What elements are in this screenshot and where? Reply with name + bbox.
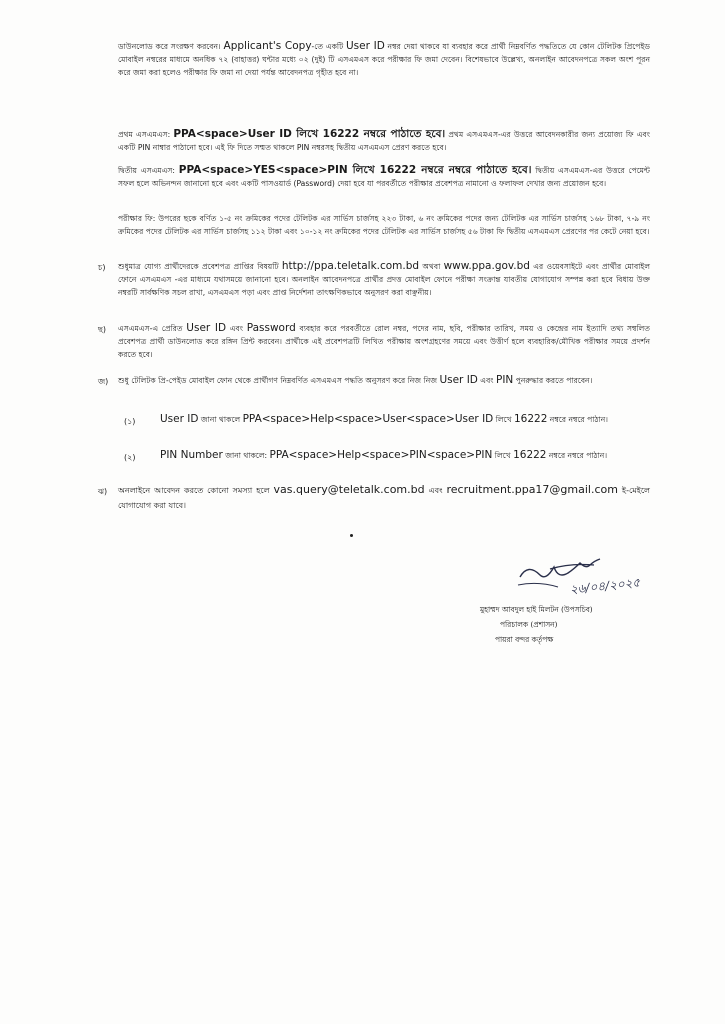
ppa-email-link[interactable]: recruitment.ppa17@gmail.com [446,483,618,496]
user-id-text: User ID [160,413,199,425]
signatory-designation: পরিচালক (প্রশাসন) [500,620,558,629]
item-label-cha: চ) [98,263,106,272]
text: এর ওয়েবসাইটে এবং প্রার্থীর মোবাইল ফোনে এসএমএস -এর মাধ্যমে যথাসময়ে জানানো হবে। অনলাইন আবেদনপত্রে প্রার্থীর প্রদত্ত মোবাইল ফোনে পরীক্ষা সংক্রান্ত যাবতীয় যোগাযোগ সম্পন্ন করা হবে বিধায় উক্ত নম্বরটি সার্বক্ষণিক সচল রাখা, এসএমএস পড়া এবং প্রাপ্ত নির্দেশনা তাৎক্ষণিকভাবে অনুসরণ করা বাঞ্ছনীয়। [118,262,650,297]
pin-text: PIN [496,374,514,386]
text: অথবা [419,262,444,271]
text: ব্যবহার করে পরবর্তীতে রোল নম্বর, পদের নাম, ছবি, পরীক্ষার তারিখ, সময় ও কেন্দ্রের নাম ইত্যাদি তথ্য সম্বলিত প্রবেশপত্র প্রার্থী ডাউনলোড করে রঙ্গিন প্রিন্ট করবেন। প্রার্থীকে এই প্রবেশপত্রটি লিখিত পরীক্ষায় অংশগ্রহণের সময়ে এবং উত্তীর্ণ হলে ব্যবহারিক/মৌখিক পরীক্ষার সময়ে প্রদর্শন করতে হবে। [118,324,650,359]
text: এবং [477,376,496,385]
item-label-ja: জ) [98,377,109,386]
text: শুধুমাত্র যোগ্য প্রার্থীদেরকে প্রবেশপত্র প্রাপ্তির বিষয়টি [118,262,282,271]
first-sms-command: PPA<space>User ID লিখে 16222 নম্বরে পাঠাতে হবে। [173,128,446,140]
text: অনলাইনে আবেদন করতে কোনো সমস্যা হলে [118,486,274,495]
first-sms-label: প্রথম এসএমএস: [118,130,174,139]
text: ডাউনলোড করে সংরক্ষণ করবেন। [118,42,224,51]
user-id-recovery-command: PPA<space>Help<space>User<space>User ID [242,413,494,425]
pin-recovery-command: PPA<space>Help<space>PIN<space>PIN [269,449,493,461]
second-sms-command: PPA<space>YES<space>PIN লিখে 16222 নম্বরে নম্বরে পাঠাতে হবে। [178,164,532,176]
user-id-recovery-instruction [160,413,650,426]
password-text: Password [246,322,296,334]
text: লিখে [493,415,514,424]
text: এবং [424,486,447,495]
contact-paragraph [118,482,650,513]
ink-dot [350,534,353,537]
item-label-chha: ছ) [98,325,106,334]
user-id-text: User ID [345,40,385,52]
sub-label-1: (১) [124,417,136,426]
second-sms-label: দ্বিতীয় এসএমএস: [118,166,179,175]
user-id-text: User ID [439,374,478,386]
short-code: 16222 [513,449,547,461]
teletalk-email-link[interactable]: vas.query@teletalk.com.bd [273,483,425,496]
recovery-paragraph [118,374,650,387]
exam-fee-paragraph: পরীক্ষার ফি: উপরের ছকে বর্ণিত ১-৫ নং ক্রমিকের পদের টেলিটক এর সার্ভিস চার্জসহ ২২৩ টাকা, ৬ নং ক্রমিকের পদের জন্য টেলিটক এর সার্ভিস চার্জসহ ১৬৮ টাকা, ৭-৯ নং ক্রমিকের পদের টেলিটক এর সার্ভিস চার্জসহ ১১২ টাকা এবং ১০-১২ নং ক্রমিকের পদের টেলিটক এর সার্ভিস চার্জসহ ৫৬ টাকা ফি দ্বিতীয় এসএমএস প্রেরণের পর কেটে নেয়া হবে। [118,214,650,236]
second-sms-paragraph [118,164,650,190]
text: শুধু টেলিটক প্রি-পেইড মোবাইল ফোন থেকে প্রার্থীগণ নিম্নবর্ণিত এসএমএস পদ্ধতি অনুসরণ করে নিজ নিজ [118,376,440,385]
text: পুনরুদ্ধার করতে পারবেন। [513,376,593,385]
text: দ্বিতীয় এসএমএস-এর উত্তরে পেমেন্ট সফল হলে অভিনন্দন জানানো হবে এবং একটি পাসওয়ার্ড (Password) দেয়া হবে যা পরবর্তীতে পরীক্ষার প্রবেশপত্র নামানো ও ফলাফল দেখার জন্য প্রয়োজন হবে। [118,166,650,188]
signatory-organization: পায়রা বন্দর কর্তৃপক্ষ [495,635,554,644]
admit-card-notice-paragraph [118,260,650,299]
text: নম্বর দেয়া থাকবে যা ব্যবহার করে প্রার্থী নিম্নবর্ণিত পদ্ধতিতে যে কোন টেলিটক প্রিপেইড মোবাইল নম্বরের মাধ্যমে অনধিক ৭২ (বাহাত্তর) ঘন্টার মধ্যে ০২ (দুই) টি এসএমএস করে পরীক্ষার ফি জমা দেবেন। বিশেষভাবে উল্লেখ্য, অনলাইন আবেদনপত্রে সকল অংশ পূরন করে জমা করা হলেও পরীক্ষার ফি জমা না দেয়া পর্যন্ত আবেদনপত্র গৃহীত হবে না। [118,42,650,77]
short-code: 16222 [513,413,548,425]
signatory-name: মুহাম্মদ আবদুল হাই মিলটন (উপসচিব) [480,605,593,614]
text: এসএমএস-এ প্রেরিত [118,324,187,333]
pin-number-text: PIN Number [160,449,223,461]
ppa-teletalk-link[interactable]: http://ppa.teletalk.com.bd [281,260,420,272]
admit-card-download-paragraph [118,322,650,361]
text: জানা থাকলে: [222,451,270,460]
text: নম্বরে নম্বরে পাঠান। [546,451,608,460]
text: লিখে [492,451,514,460]
first-sms-paragraph [118,128,650,154]
instructions-paragraph [118,40,650,79]
text: ই-মেইলে যোগাযোগ করা যাবে। [118,486,650,510]
text: নম্বরে নম্বরে পাঠান। [547,415,608,424]
user-id-text: User ID [186,322,227,334]
sub-label-2: (২) [124,453,136,462]
text: এবং [226,324,247,333]
text: জানা থাকলে [198,415,243,424]
item-label-jha: ঝ) [98,487,108,496]
pin-recovery-instruction [160,449,650,462]
text: -তে একটি [311,42,346,51]
signature-date: ২৬/০৪/২০২৫ [569,575,641,597]
ppa-gov-link[interactable]: www.ppa.gov.bd [443,260,530,272]
text: প্রথম এসএমএস-এর উত্তরে আবেদনকারীর জন্য প্রয়োজ্য ফি এবং একটি PIN নাম্বার পাঠানো হবে। এই ফি দিতে সম্মত থাকলে PIN নম্বরসহ দ্বিতীয় এসএমএস প্রেরণ করতে হবে। [118,130,651,152]
applicant-copy-text: Applicant's Copy [223,40,312,52]
